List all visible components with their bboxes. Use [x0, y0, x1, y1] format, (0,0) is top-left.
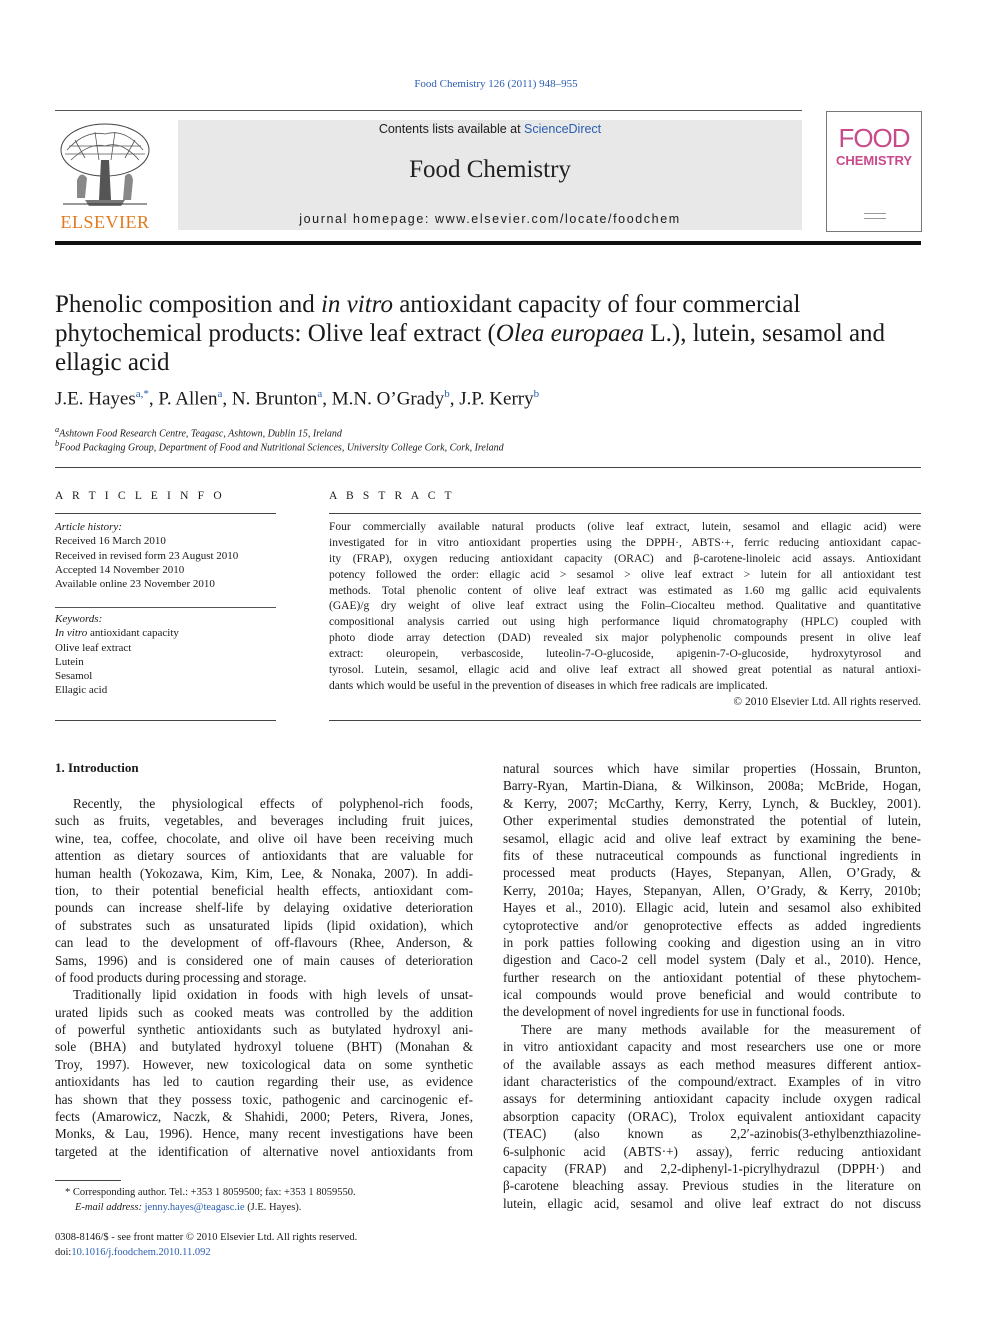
body-line: idant characteristics of the compound/extract. Examples of in vitro	[503, 1074, 921, 1090]
email-label: E-mail address:	[75, 1201, 145, 1213]
cover-title-food: FOOD	[838, 123, 910, 153]
abstract-line: potency followed the order: ellagic acid > sesamol > olive leaf extract > lutein for all antioxidant test	[329, 568, 921, 581]
history-entry: Received in revised form 23 August 2010	[55, 549, 239, 562]
body-line: 6-sulphonic acid (ABTS·+) assay), ferric reducing antioxidant	[503, 1143, 921, 1159]
keyword	[55, 626, 276, 640]
abstract-line: (GAE)/g dry weight of olive leaf extract using the Folin–Ciocalteu method. Qualitative and quantitative	[329, 600, 921, 613]
abstract-line: Four commercially available natural products (olive leaf extract, lutein, sesamol and ellagic acid) were	[329, 521, 921, 533]
doi-label: doi:	[55, 1246, 72, 1258]
abstract-line: dants which would be useful in the prevention of diseases in which free radicals are implicated.	[329, 679, 768, 692]
email-link[interactable]: jenny.hayes@teagasc.ie	[144, 1201, 245, 1213]
body-line: Traditionally lipid oxidation in foods with high levels of unsat-	[73, 987, 473, 1003]
sciencedirect-link[interactable]: ScienceDirect	[524, 122, 602, 136]
email-suffix: (J.E. Hayes).	[244, 1201, 302, 1213]
article-title	[55, 290, 915, 377]
body-line: of powerful synthetic antioxidants such as butylated hydroxyl ani-	[55, 1022, 473, 1038]
issn-line: 0308-8146/$ - see front matter © 2010 Elsevier Ltd. All rights reserved.	[55, 1232, 358, 1243]
author-name[interactable]: M.N. O’Grady	[331, 388, 445, 410]
body-line: sesamol, ellagic acid and olive leaf extract by examining the bene-	[503, 830, 921, 846]
article-info-heading: A R T I C L E I N F O	[55, 490, 225, 502]
keyword-rest: antioxidant capacity	[87, 627, 179, 640]
journal-citation-link[interactable]: Food Chemistry 126 (2011) 948–955	[414, 78, 578, 90]
body-line: Barry-Ryan, Martin-Diana, & Wilkinson, 2008a; McBride, Hogan,	[503, 778, 921, 794]
body-column-left	[55, 795, 473, 1160]
affiliation-rule	[55, 467, 921, 468]
elsevier-wordmark: ELSEVIER	[60, 212, 150, 232]
body-line: digestion and Caco-2 cell model system (Daly et al., 2010). Hence,	[503, 952, 921, 968]
header-thick-rule	[55, 241, 921, 245]
body-line: cytoprotective and/or genoprotective effects as added ingredients	[503, 917, 921, 933]
body-line: of food products during processing and storage.	[55, 969, 307, 985]
title-part-italic: in vitro	[320, 291, 393, 318]
section-heading-introduction: 1. Introduction	[55, 760, 139, 775]
keywords	[55, 612, 276, 698]
body-line: has shown that they possess toxic, pathogenic and carcinogenic ef-	[55, 1091, 473, 1107]
journal-homepage[interactable]: journal homepage: www.elsevier.com/locate/foodchem	[299, 212, 681, 226]
article-history	[55, 520, 276, 591]
body-line: Sams, 1996) and is considered one of main causes of deterioration	[55, 952, 473, 968]
body-column-right	[503, 760, 921, 1212]
body-line: natural sources which have similar properties (Hossain, Brunton,	[503, 761, 921, 776]
keyword: Sesamol	[55, 670, 93, 683]
affiliation-mark: a	[55, 425, 60, 434]
history-entry: Accepted 14 November 2010	[55, 563, 185, 576]
body-line: Kerry, 2010a; Hayes, Stepanyan, Allen, O’Grady, & Kerry, 2010b;	[503, 882, 921, 898]
body-line: Troy, 1997). However, new toxicological data on some synthetic	[55, 1056, 473, 1072]
doi-link[interactable]: 10.1016/j.foodchem.2010.11.092	[71, 1246, 211, 1258]
issn-block	[55, 1231, 357, 1260]
author-affil-mark[interactable]: a	[317, 388, 323, 400]
body-line: Other experimental studies demonstrated the potential of lutein,	[503, 813, 921, 829]
author-name[interactable]: J.E. Hayes	[55, 388, 136, 410]
body-line: fits of these nutraceutical compounds as functional ingredients in	[503, 847, 921, 863]
history-entry: Available online 23 November 2010	[55, 578, 215, 591]
body-line: antioxidants has led to caution regarding their use, as evidence	[55, 1074, 473, 1090]
abstract-heading: A B S T R A C T	[329, 490, 455, 502]
body-line: & Kerry, 2007; McCarthy, Kerry, Kerry, Lynch, & Buckley, 2001).	[503, 795, 921, 811]
abstract-line: tyrosol. Lutein, sesamol, ellagic acid and olive leaf extract all showed great potential as natural antioxi-	[329, 664, 921, 677]
body-line: fects (Amarowicz, Naczk, & Shahidi, 2000; Peters, Rivera, Jones,	[55, 1109, 473, 1125]
keyword: Ellagic acid	[55, 684, 108, 697]
abstract-line: compositional analysis carried out using high performance liquid chromatography (HPLC) coupled with	[329, 616, 921, 629]
body-line: (TEAC) (also known as 2,2′-azinobis(3-ethylbenzthiazoline-	[503, 1126, 921, 1142]
body-line: the development of novel ingredients for use in functional foods.	[503, 1004, 846, 1020]
affiliation-mark: b	[55, 439, 60, 448]
title-part: Phenolic composition and	[55, 291, 321, 318]
body-line: ical compounds would prove beneficial and would contribute to	[503, 987, 921, 1003]
footnotes	[55, 1186, 356, 1215]
email-note	[55, 1201, 356, 1216]
body-line: Hayes et al., 2010). Ellagic acid, lutein and sesamol also exhibited	[503, 900, 921, 916]
journal-name: Food Chemistry	[409, 156, 571, 183]
body-line: wine, tea, coffee, chocolate, and olive oil have been receiving much	[55, 830, 473, 846]
body-line: capacity (FRAP) and 2,2-diphenyl-1-picrylhydrazul (DPPH·) and	[503, 1160, 921, 1176]
keyword-italic: In vitro	[55, 627, 88, 640]
body-line: sole (BHA) and butylated hydroxyl toluene (BHT) (Monahan &	[55, 1039, 473, 1055]
author-name[interactable]: P. Allen	[158, 388, 218, 410]
body-line: β-carotene bleaching assay. Previous studies in the literature on	[503, 1178, 921, 1194]
abstract-body	[329, 520, 921, 695]
body-line: such as fruits, vegetables, and beverages including fruit juices,	[55, 813, 473, 829]
body-line: tion, to their potential beneficial health effects, antioxidant com-	[55, 882, 473, 898]
keyword: Lutein	[55, 655, 84, 668]
author-affil-mark[interactable]: a	[217, 388, 223, 400]
body-line: pounds can increase shelf-life by delaying oxidative deterioration	[55, 900, 473, 916]
affiliation	[55, 425, 342, 439]
cover-title-chemistry: CHEMISTRY	[835, 153, 913, 168]
keywords-label: Keywords:	[55, 613, 103, 625]
author-list: J.E. Hayes$^{a,*}$, P. Allen$^a$, N. Brunton$^a$, M.N. O’Grady$^b$, J.P. Kerry$^b$	[55, 388, 540, 410]
body-line: Recently, the physiological effects of polyphenol-rich foods,	[73, 796, 473, 811]
affiliation	[55, 439, 504, 453]
keyword: Olive leaf extract	[55, 641, 132, 654]
title-part-italic: Olea europaea	[495, 320, 645, 347]
article-info-rule	[55, 513, 276, 514]
corresponding-author-note: * Corresponding author. Tel.: +353 1 8059500; fax: +353 1 8059550.	[65, 1187, 356, 1198]
abstract-rule	[329, 720, 921, 721]
body-line: can lead to the development of off-flavours (Rhee, Anderson, &	[55, 935, 473, 951]
body-line: in pork patties following cooking and digestion using an in vitro	[503, 934, 921, 950]
author-name[interactable]: J.P. Kerry	[459, 388, 534, 410]
body-line: Monks, & Lau, 1996). Hence, many recent investigations have been	[55, 1126, 473, 1142]
body-line: of substrates such as unsaturated lipids (lipid oxidation), which	[55, 917, 473, 933]
body-line: further research on the antioxidant potential of these phytochem-	[503, 969, 921, 985]
footnote-rule	[55, 1180, 121, 1181]
abstract-line: ity (FRAP), oxygen reducing antioxidant capacity (ORAC) and β-carotene-linoleic acid assays. Antioxidant	[329, 552, 921, 565]
body-line: processed meat products (Hayes, Stepanyan, Allen, O’Grady, &	[503, 865, 921, 881]
article-info-rule	[55, 720, 276, 721]
body-line: assays for determining antioxidant capacity include oxygen radical	[503, 1091, 921, 1107]
body-line: attention as dietary sources of antioxidants that are valuable for	[55, 848, 473, 864]
abstract-line: photo diode array detection (DAD) revealed six major polyphenolic compounds present in olive leaf	[329, 632, 921, 645]
body-line: lutein, ellagic acid, sesamol and olive leaf extract do not discuss	[503, 1195, 921, 1211]
cover-publisher-mark	[864, 213, 886, 219]
elsevier-logo	[55, 120, 155, 232]
body-line: urated lipids such as cooked meats was controlled by the addition	[55, 1004, 473, 1020]
abstract-line: methods. Total phenolic content of olive leaf extract was estimated as 1.60 mg gallic acid equivalents	[329, 584, 921, 597]
doi-line	[55, 1246, 357, 1261]
body-line: There are many methods available for the measurement of	[521, 1021, 921, 1037]
history-label: Article history:	[55, 521, 122, 533]
body-line: targeted at the identification of alternative novel antioxidants from	[55, 1143, 473, 1159]
abstract-copyright: © 2010 Elsevier Ltd. All rights reserved.	[733, 696, 921, 708]
history-entry: Received 16 March 2010	[55, 535, 166, 548]
header-rule	[55, 110, 802, 111]
title-part: antioxidant capacity of four commercial phytochemical products: Olive leaf extract (	[55, 291, 801, 347]
body-line: in vitro antioxidant capacity and most researchers use one or more	[503, 1039, 921, 1055]
author-affil-mark[interactable]: b	[444, 388, 450, 400]
body-line: human health (Yokozawa, Kim, Kim, Lee, & Nonaka, 2007). In addi-	[55, 865, 473, 881]
abstract-line: investigated for in vitro antioxidant properties using the DPPH·, ABTS·+, ferric reducing antioxidant capac-	[329, 536, 921, 549]
author-affil-mark[interactable]: a,*	[135, 388, 149, 400]
body-line: of the available assays as each method measures different antiox-	[503, 1056, 921, 1072]
journal-banner	[178, 120, 802, 230]
abstract-line: extract: oleuropein, verbascoside, luteolin-7-O-glucoside, apigenin-7-O-glucoside, hydroxytyrosol and	[329, 648, 921, 661]
contents-prefix: Contents lists available at	[378, 122, 525, 136]
affiliation-text: Food Packaging Group, Department of Food and Nutritional Sciences, University College Cork, Cork, Ireland	[59, 442, 504, 454]
author-name[interactable]: N. Brunton	[231, 388, 318, 410]
body-line: absorption capacity (ORAC), Trolox equivalent antioxidant capacity	[503, 1108, 921, 1124]
contents-line	[178, 122, 802, 136]
journal-cover	[826, 111, 922, 232]
title-part: L.), lutein, sesamol and ellagic acid	[55, 320, 886, 376]
abstract-rule	[329, 513, 921, 514]
author-affil-mark[interactable]: b	[533, 388, 540, 400]
article-info-rule	[55, 607, 276, 608]
affiliation-text: Ashtown Food Research Centre, Teagasc, Ashtown, Dublin 15, Ireland	[59, 428, 342, 440]
